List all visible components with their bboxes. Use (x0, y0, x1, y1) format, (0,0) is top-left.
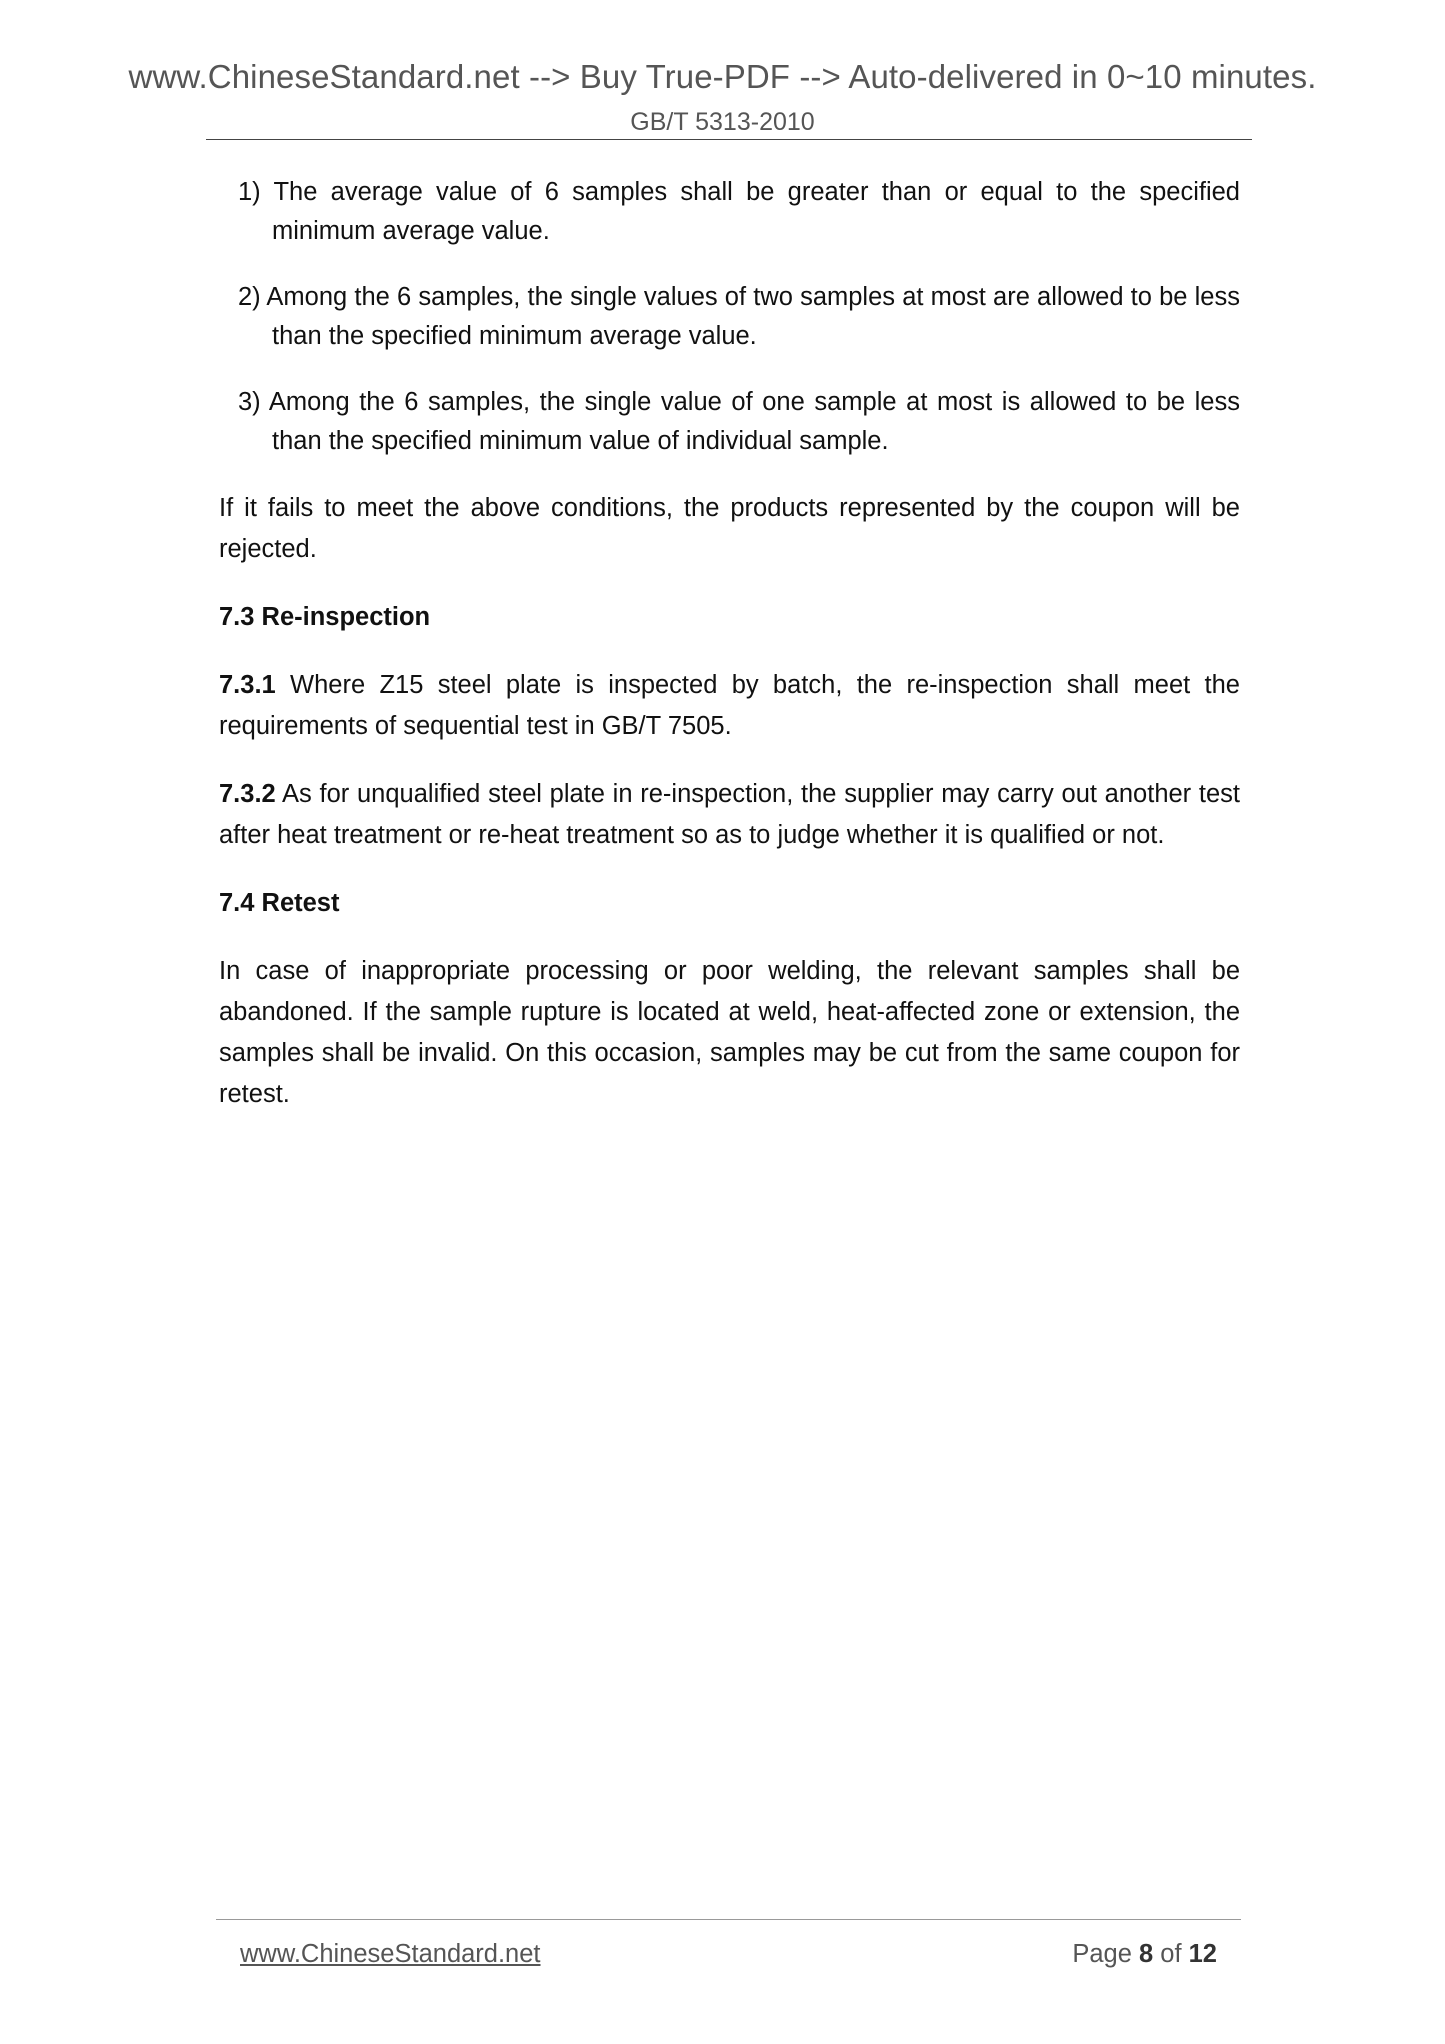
standard-code: GB/T 5313-2010 (630, 108, 815, 136)
clause-7-3-2 (219, 774, 1240, 856)
list-item: 3) Among the 6 samples, the single value of one sample at most is allowed to be less than the specified minimum value of individual sample. (238, 388, 1240, 455)
section-heading-7-4: 7.4 Retest (219, 889, 340, 917)
list-item: 2) Among the 6 samples, the single values of two samples at most are allowed to be less than the specified minimum average value. (238, 283, 1240, 350)
retest-paragraph: In case of inappropriate processing or poor welding, the relevant samples shall be abandoned. If the sample rupture is located at weld, heat-affected zone or extension, the samples shall be invalid. On this occasion, samples may be cut from the same coupon for retest. (219, 957, 1240, 1108)
page-of-label: of (1153, 1940, 1189, 1968)
clause-7-3-1 (219, 665, 1240, 747)
reject-paragraph: If it fails to meet the above conditions, the products represented by the coupon will be rejected. (219, 494, 1240, 563)
total-pages: 12 (1188, 1940, 1217, 1968)
page-number (1072, 1940, 1217, 1969)
header-banner: www.ChineseStandard.net --> Buy True-PDF --> Auto-delivered in 0~10 minutes. (128, 58, 1317, 95)
current-page: 8 (1139, 1940, 1154, 1968)
page-body (219, 173, 1240, 1142)
footer-website-link[interactable]: www.ChineseStandard.net (240, 1940, 541, 1968)
header-divider (206, 139, 1252, 140)
list-item: 1) The average value of 6 samples shall be greater than or equal to the specified minimum average value. (238, 178, 1240, 245)
page-label: Page (1072, 1940, 1139, 1968)
clause-text: Where Z15 steel plate is inspected by batch, the re-inspection shall meet the requirements of sequential test in GB/T 7505. (219, 671, 1240, 740)
clause-text: As for unqualified steel plate in re-inspection, the supplier may carry out another test after heat treatment or re-heat treatment so as to judge whether it is qualified or not. (219, 780, 1240, 849)
clause-number: 7.3.2 (219, 780, 276, 808)
clause-number: 7.3.1 (219, 671, 276, 699)
section-heading-7-3: 7.3 Re-inspection (219, 603, 431, 631)
footer-divider (216, 1919, 1241, 1920)
